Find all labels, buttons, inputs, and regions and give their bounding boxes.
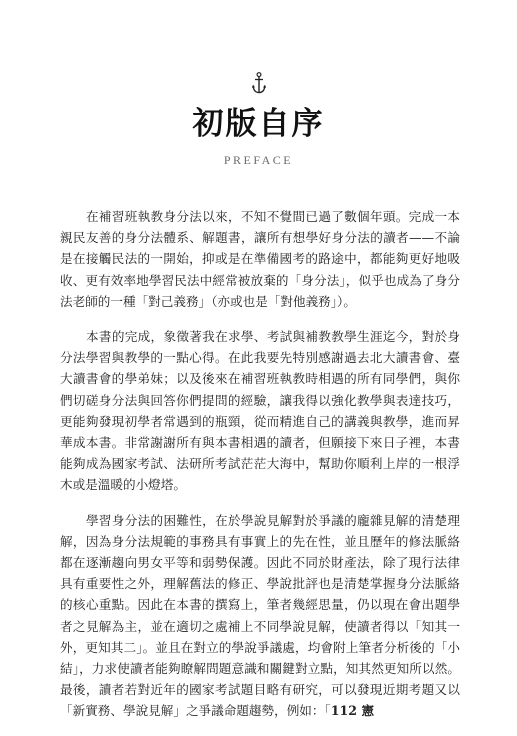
preface-paragraph-3-text: 學習身分法的困難性，在於學說見解對於爭議的龐雜見解的清楚理解，因為身分法規範的事務具有事實上的先在性，並且歷年的修法脈絡都在逐漸趨向男女平等和弱勢保護。因此不同於財產法，除了現行法律具有重要性之外，理解舊法的修正、學說批評也是清楚掌握身分法脈絡的核心重點。因此在本書的撰寫上，筆者幾經思量，仍以現在會出題學者之見解為主，並在適切之處補上不同學說見解，使讀者得以「知其一外，更知其二」。並且在對立的學說爭議處，均會附上筆者分析後的「小結」，力求使讀者能夠瞭解問題意識和關鍵對立點，知其然更知所以然。最後，讀者若對近年的國家考試題目略有研究，可以發現近期考題又以「新實務、學說見解」之爭議命題趨勢，例如：「 <box>60 512 460 719</box>
preface-paragraph-3 <box>60 510 460 722</box>
page-subtitle: PREFACE <box>223 153 294 167</box>
preface-paragraph-3-bold-tail: 112 憲 <box>330 703 375 719</box>
page-title: 初版自序 <box>192 106 325 142</box>
preface-paragraph-1: 在補習班執教身分法以來，不知不覺間已過了數個年頭。完成一本親民友善的身分法體系、解題書，讓所有想學好身分法的讀者——不論是在接觸民法的一開始，抑或是在準備國考的路途中，都能夠更好地吸收、更有效率地學習民法中經常被放棄的「身分法」，似乎也成為了身分法老師的一種「對己義務」（亦或也是「對他義務」）。 <box>60 209 460 309</box>
anchor-icon <box>0 72 517 100</box>
preface-body <box>60 206 460 736</box>
preface-paragraph-2: 本書的完成，象徵著我在求學、考試與補教教學生涯迄今，對於身分法學習與教學的一點心得。在此我要先特別感謝過去北大讀書會、臺大讀書會的學弟妹；以及後來在補習班執教時相遇的所有同學們，與你們切磋身分法與回答你們提問的經驗，讓我得以強化教學與表達技巧，更能夠發現初學者常遇到的瓶頸，從而精進自己的講義與教學，進而昇華成本書。非常謝謝所有與本書相遇的讀者，但願接下來日子裡，本書能夠成為國家考試、法研所考試茫茫大海中，幫助你順利上岸的一根浮木或是溫暖的小燈塔。 <box>60 329 460 493</box>
